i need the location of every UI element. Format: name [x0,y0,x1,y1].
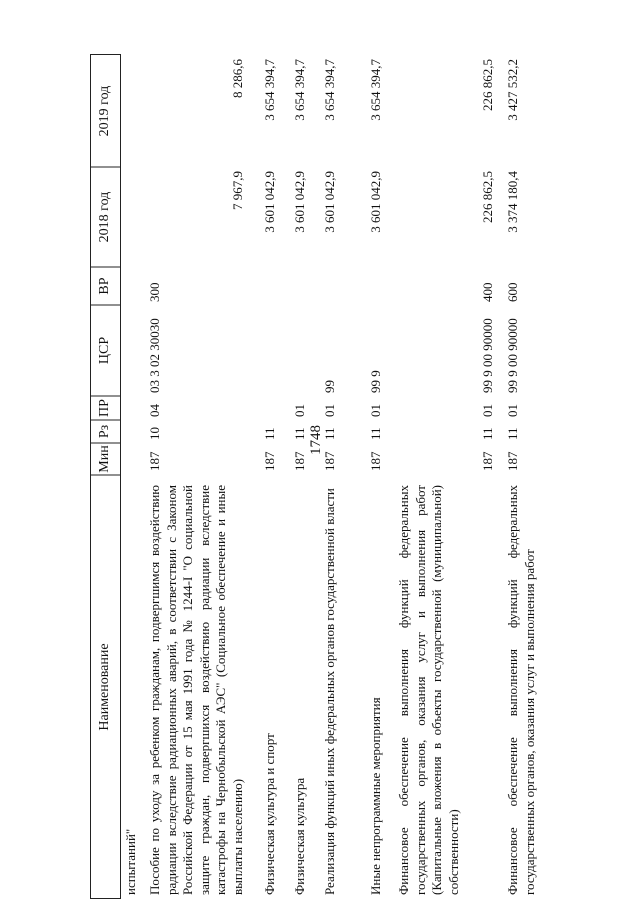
row-rz: 11 [368,427,383,440]
row-name: Пособие по уходу за ребенком гражданам, подвергшимся воздействию радиации вследствие радиационных аварий, в соответствии с Законом Российской Федерации от 15 мая 1991 года № 1244-I "О социальной защите граждан, подвергшихся воздействию радиации вследствие катастрофы на Чернобыльской АЭС" (Социальное обеспечение и иные выплаты населению) [147,485,245,895]
row-name: Иные непрограммные мероприятия [368,697,383,895]
row-2018: 3 601 042,9 [262,171,277,233]
header-2019: 2019 год [97,85,112,137]
row-2019: 3 654 394,7 [292,59,307,121]
row-rz: 11 [322,427,337,440]
header-csr: ЦСР [97,336,112,365]
row-vr: 300 [147,282,162,302]
budget-table [90,54,610,899]
row-min: 187 [322,451,337,471]
row-min: 187 [505,451,520,471]
row-csr: 03 3 02 30030 [147,318,162,393]
row-2018: 3 601 042,9 [292,171,307,233]
row-2018: 3 601 042,9 [322,171,337,233]
header-pr: ПР [97,399,112,417]
row-pr: 01 [292,404,307,417]
row-2019: 3 427 532,2 [505,59,520,121]
row-vr: 600 [505,282,520,302]
row-min: 187 [147,451,162,471]
row-name: Физическая культура [292,777,307,895]
row-2019: 8 286,6 [230,59,245,98]
header-vr: ВР [97,277,112,295]
row-pr: 01 [368,404,383,417]
row-pr: 04 [147,404,162,417]
row-rz: 11 [505,427,520,440]
row-2019: 3 654 394,7 [368,59,383,121]
row-name: Финансовое обеспечение выполнения функций федеральных государственных органов, оказания услуг и выполнения работ (Капитальные вложения в объекты государственной (муниципальной) собственности) [396,485,461,895]
row-rz: 11 [480,427,495,440]
row-pr: 01 [505,404,520,417]
row-name: Реализация функций иных федеральных органов государственной власти [322,488,337,895]
row-vr: 400 [480,282,495,302]
row-name: Финансовое обеспечение выполнения функций федеральных государственных органов, оказания услуг и выполнения работ [505,485,537,895]
header-2018: 2018 год [97,191,112,243]
row-2018: 3 374 180,4 [505,171,520,233]
row-csr: 99 9 00 90000 [505,318,520,393]
row-csr: 99 9 [368,370,383,393]
row-min: 187 [262,451,277,471]
row-pr: 01 [480,404,495,417]
row-min: 187 [480,451,495,471]
row-rz: 11 [262,427,277,440]
table-viewport [90,54,610,899]
row-min: 187 [368,451,383,471]
header-rz: Рз [97,424,112,439]
row-2018: 7 967,9 [230,171,245,210]
row-2019: 3 654 394,7 [322,59,337,121]
row-2018: 3 601 042,9 [368,171,383,233]
row-csr: 99 [322,380,337,393]
header-min: Мин [97,445,112,473]
row-2018: 226 862,5 [480,171,495,223]
row-rz: 10 [147,427,162,440]
row-2019: 226 862,5 [480,59,495,111]
row-min: 187 [292,451,307,471]
page-number: 1748 [308,425,324,455]
row-2019: 3 654 394,7 [262,59,277,121]
carryover-text: испытаний" [123,828,138,895]
row-pr: 01 [322,404,337,417]
row-name: Физическая культура и спорт [262,733,277,895]
row-csr: 99 9 00 90000 [480,318,495,393]
row-rz: 11 [292,427,307,440]
header-name: Наименование [97,643,112,731]
